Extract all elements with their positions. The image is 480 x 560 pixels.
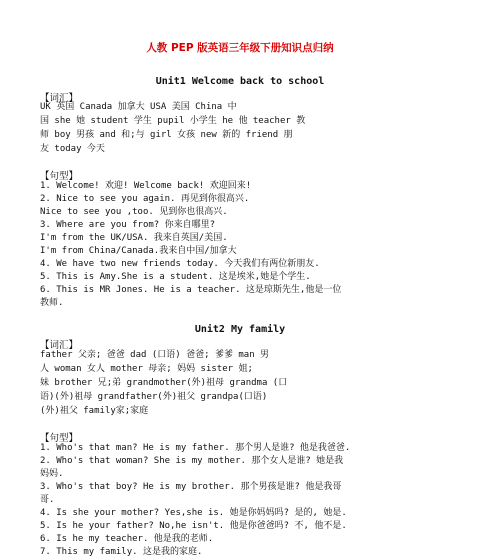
unit2-sentence: 7. This my family. 这是我的家庭. bbox=[40, 547, 203, 557]
unit2-title: Unit2 My family bbox=[194, 324, 286, 335]
unit1-sentence: 4. We have two new friends today. 今天我们有两位新朋友. bbox=[40, 259, 320, 269]
unit2-sentence: 6. Is he my teacher. 他是我的老师. bbox=[40, 534, 214, 544]
unit1-sentence: 3. Where are you from? 你来自哪里? bbox=[40, 220, 216, 230]
unit2-vocab-line: 语)(外)祖母 grandfather(外)祖父 grandpa(口语) bbox=[40, 392, 268, 402]
unit2-sentence: 4. Is she your mother? Yes,she is. 她是你妈妈吗? 是的, 她是. bbox=[40, 508, 347, 518]
unit2-vocab-line: 妹 brother 兄;弟 grandmother(外)祖母 grandma (口 bbox=[40, 378, 288, 388]
unit2-sentence: 1. Who's that man? He is my father. 那个男人是谁? 他是我爸爸. bbox=[40, 443, 351, 453]
unit2-sentence: 5. Is he your father? No,he isn't. 他是你爸爸吗? 不, 他不是. bbox=[40, 521, 347, 531]
unit2-vocab-line: (外)祖父 family家;家庭 bbox=[40, 406, 149, 416]
unit1-vocab-line: UK 英国 Canada 加拿大 USA 美国 China 中 bbox=[40, 102, 237, 112]
unit2-vocab-line: 人 woman 女人 mother 母亲; 妈妈 sister 姐; bbox=[40, 364, 253, 374]
unit2-sentence: 2. Who's that woman? She is my mother. 那个女人是谁? 她是我 bbox=[40, 456, 344, 466]
unit1-vocab-line: 友 today 今天 bbox=[40, 144, 105, 154]
unit1-vocab-line: 国 she 她 student 学生 pupil 小学生 he 他 teacher 教 bbox=[40, 116, 306, 126]
unit1-sentence-header: 【句型】 bbox=[40, 171, 79, 182]
unit1-vocab-line: 师 boy 男孩 and 和;与 girl 女孩 new 新的 friend 朋 bbox=[40, 130, 293, 140]
unit1-sentence: 2. Nice to see you again. 再见到你很高兴. bbox=[40, 194, 250, 204]
document-title: 人教 PEP 版英语三年级下册知识点归纳 bbox=[146, 42, 334, 54]
unit1-sentence: Nice to see you ,too. 见到你也很高兴. bbox=[40, 207, 228, 217]
unit2-sentence: 哥. bbox=[40, 495, 55, 505]
unit1-sentence: 5. This is Amy.She is a student. 这是埃米,她是个学生. bbox=[40, 272, 311, 282]
unit2-vocab-header: 【词汇】 bbox=[40, 340, 79, 351]
unit1-sentence: 教师. bbox=[40, 298, 64, 308]
unit1-sentence: I'm from China/Canada.我来自中国/加拿大 bbox=[40, 246, 237, 256]
unit2-sentence: 3. Who's that boy? He is my brother. 那个男孩是谁? 他是我哥 bbox=[40, 482, 342, 492]
unit1-sentence: 6. This is MR Jones. He is a teacher. 这是琼斯先生,他是一位 bbox=[40, 285, 342, 295]
unit1-sentence: 1. Welcome! 欢迎! Welcome back! 欢迎回来! bbox=[40, 181, 252, 191]
unit2-sentence: 妈妈. bbox=[40, 469, 64, 479]
unit1-vocab-header: 【词汇】 bbox=[40, 93, 79, 104]
unit2-sentence-header: 【句型】 bbox=[40, 433, 79, 444]
unit1-title: Unit1 Welcome back to school bbox=[155, 76, 325, 87]
unit1-sentence: I'm from the UK/USA. 我来自英国/美国. bbox=[40, 233, 228, 243]
unit2-vocab-line: father 父亲; 爸爸 dad (口语) 爸爸; 爹爹 man 男 bbox=[40, 350, 270, 360]
